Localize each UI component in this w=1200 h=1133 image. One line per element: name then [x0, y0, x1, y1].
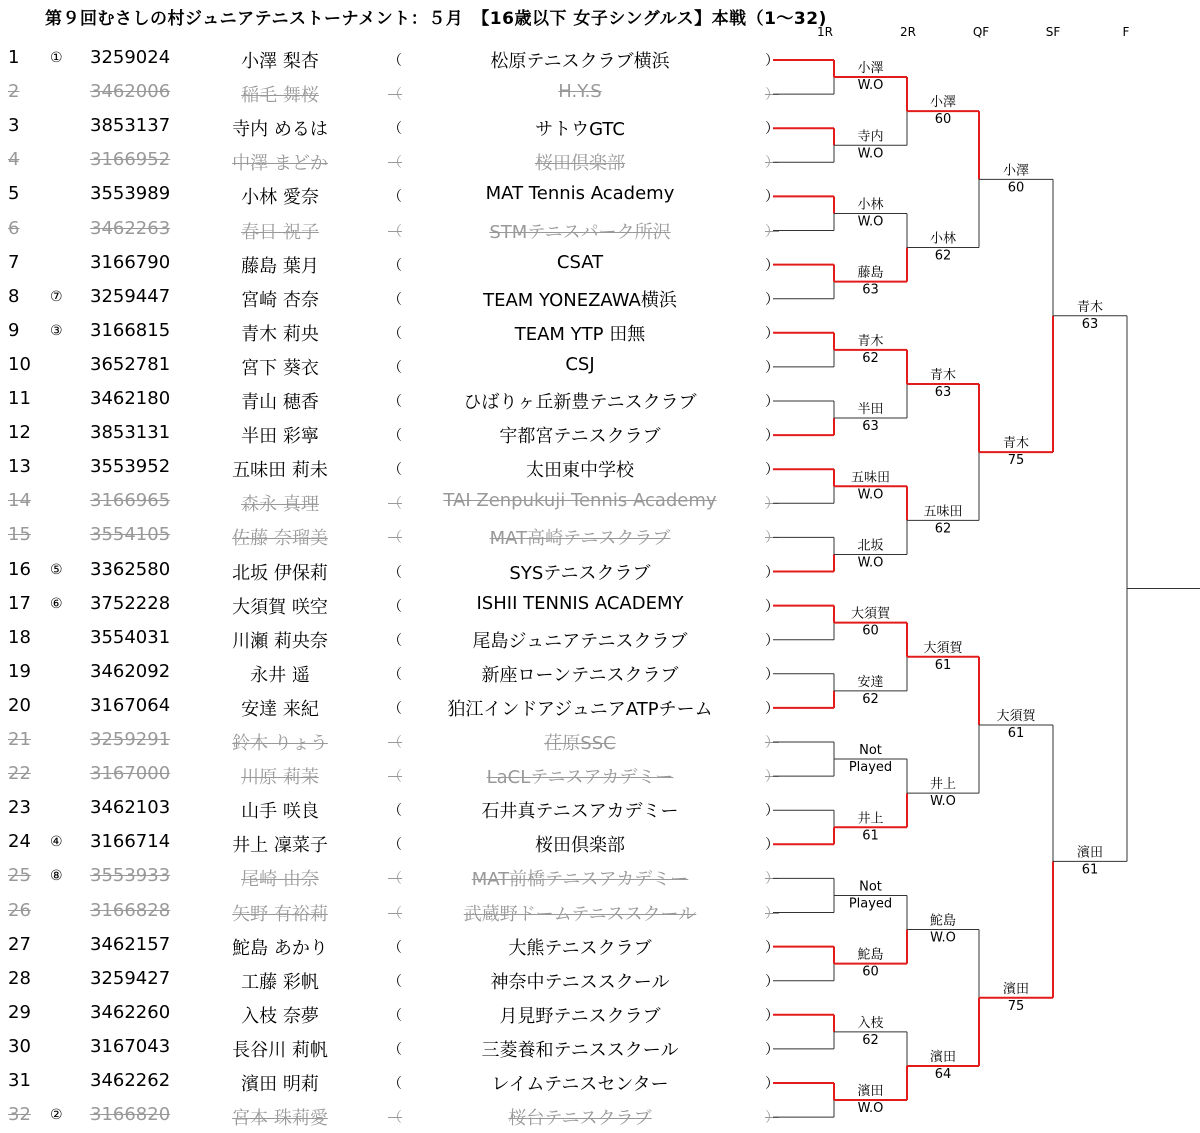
player-club: 荏原SSC: [544, 733, 616, 754]
match-score: 60: [1007, 180, 1025, 196]
player-club: 狛江インドアジュニアATPチーム: [447, 698, 713, 720]
player-club: TAI Zenpukuji Tennis Academy: [443, 490, 717, 512]
player-id: 3462006: [90, 81, 171, 103]
paren-close: ）: [765, 1110, 779, 1127]
paren-open: （: [388, 223, 402, 240]
player-id: 3652781: [90, 353, 171, 375]
paren-close: ）: [765, 803, 779, 820]
player-club: TEAM YTP 田無: [514, 323, 646, 345]
match-score: Played: [848, 760, 893, 776]
paren-close: ）: [765, 666, 779, 683]
player-club: レイムテニスセンター: [491, 1074, 669, 1095]
paren-open: （: [388, 871, 402, 888]
player-number: 17: [8, 592, 31, 614]
player-club: STMテニスパーク所沢: [489, 221, 671, 243]
player-name: 入枝 奈夢: [241, 1005, 319, 1027]
player-number: 31: [8, 1070, 31, 1091]
player-name: 小澤 梨杏: [241, 51, 319, 72]
match-winner: 大須賀: [996, 708, 1036, 724]
paren-open: （: [388, 973, 402, 990]
paren-close: ）: [765, 394, 779, 410]
paren-close: ）: [765, 564, 779, 581]
player-name: 川原 莉茉: [241, 767, 319, 789]
player-name: 青木 莉央: [241, 323, 319, 345]
player-club: サトウGTC: [535, 119, 625, 141]
page-title: 第９回むさしの村ジュニアテニストーナメント：５月 【16歳以下 女子シングルス】本戦（1〜32): [45, 9, 827, 29]
player-id: 3853131: [90, 422, 171, 444]
round-header-qf: QF: [972, 25, 990, 39]
match-winner: 鮀島: [857, 947, 884, 963]
player-club: MAT高崎テニスクラブ: [489, 528, 671, 550]
match-winner: 五味田: [923, 504, 963, 520]
match-score: 60: [862, 623, 879, 639]
match-winner: Not: [859, 743, 882, 759]
player-club: 大熊テニスクラブ: [508, 937, 652, 959]
player-id: 3462260: [90, 1001, 171, 1023]
match-winner: 青木: [1076, 299, 1104, 315]
player-number: 8: [8, 285, 20, 307]
player-id: 3166828: [90, 899, 171, 921]
player-club: MAT前橋テニスアカデミー: [471, 869, 689, 891]
paren-close: ）: [765, 428, 779, 445]
player-number: 15: [8, 524, 31, 546]
player-number: 16: [8, 558, 31, 580]
match-score: 75: [1007, 998, 1025, 1014]
match-winner: 寺内: [857, 129, 884, 145]
match-score: 75: [1007, 453, 1025, 469]
player-id: 3554031: [90, 626, 171, 648]
player-club: SYSテニスクラブ: [509, 562, 651, 584]
paren-close: ）: [765, 632, 779, 649]
player-club: 桜田倶楽部: [535, 153, 625, 175]
player-number: 19: [8, 660, 31, 682]
paren-close: ）: [765, 871, 779, 888]
paren-close: ）: [765, 189, 779, 206]
match-score: W.O: [857, 487, 884, 503]
player-number: 2: [8, 81, 20, 103]
paren-close: ）: [765, 769, 779, 786]
paren-open: （: [388, 939, 402, 956]
player-number: 30: [8, 1035, 31, 1057]
player-name: 中澤 まどか: [232, 153, 328, 175]
player-id: 3554105: [90, 524, 171, 546]
paren-close: ）: [765, 223, 779, 240]
player-number: 27: [8, 933, 31, 955]
paren-open: （: [388, 769, 402, 786]
player-id: 3752228: [90, 592, 171, 614]
player-club: H.Y.S: [558, 81, 602, 103]
paren-open: （: [388, 1041, 402, 1058]
player-number: 4: [8, 149, 20, 171]
paren-close: ）: [765, 121, 779, 138]
player-name: 青山 穂香: [241, 392, 319, 413]
player-name: 稲毛 舞桜: [241, 85, 319, 107]
match-winner: 小澤: [929, 95, 957, 111]
player-club: 石井真テニスアカデミー: [481, 801, 679, 823]
match-score: 60: [862, 964, 879, 980]
player-club: TEAM YONEZAWA横浜: [483, 289, 677, 311]
match-winner: 青木: [929, 367, 957, 383]
paren-open: （: [388, 257, 402, 274]
player-number: 12: [8, 422, 31, 444]
player-name: 半田 彩寧: [241, 426, 319, 448]
player-club: 宇都宮テニスクラブ: [499, 426, 661, 448]
player-name: 永井 遥: [250, 664, 310, 686]
player-club: 月見野テニスクラブ: [499, 1005, 661, 1027]
match-winner: 濱田: [1076, 845, 1104, 861]
player-name: 大須賀 咲空: [232, 596, 328, 618]
player-id: 3462157: [90, 933, 171, 955]
player-club: 武蔵野ドームテニススクール: [463, 903, 697, 925]
player-name: 小林 愛奈: [241, 187, 319, 209]
player-id: 3167064: [90, 694, 171, 716]
paren-close: ）: [765, 598, 779, 615]
round-header-sf: SF: [1045, 25, 1061, 39]
match-score: W.O: [857, 555, 884, 571]
match-score: W.O: [857, 1101, 884, 1117]
player-club: 神奈中テニススクール: [490, 971, 670, 993]
paren-close: ）: [765, 1007, 779, 1024]
match-score: 63: [862, 282, 879, 298]
player-name: 寺内 めるは: [232, 119, 328, 141]
player-id: 3166714: [90, 831, 171, 853]
player-number: 10: [8, 353, 31, 375]
match-score: 63: [1081, 316, 1099, 332]
paren-open: （: [388, 700, 402, 717]
match-winner: 小澤: [857, 61, 884, 77]
match-score: 62: [862, 1032, 879, 1048]
seed-mark: ④: [50, 834, 63, 851]
player-id: 3462103: [90, 797, 171, 819]
player-club: 桜台テニスクラブ: [508, 1108, 652, 1130]
match-winner: 小林: [929, 231, 957, 247]
player-number: 6: [8, 217, 20, 239]
match-winner: 大須賀: [850, 606, 891, 622]
player-name: 北坂 伊保莉: [232, 562, 328, 584]
player-id: 3462262: [90, 1070, 171, 1091]
paren-open: （: [388, 1076, 402, 1092]
player-id: 3259427: [90, 967, 171, 989]
paren-close: ）: [765, 837, 779, 854]
paren-close: ）: [765, 155, 779, 172]
player-club: 松原テニスクラブ横浜: [490, 51, 670, 72]
match-score: 62: [862, 350, 879, 366]
player-name: 宮下 葵衣: [241, 357, 319, 379]
player-number: 25: [8, 865, 31, 887]
paren-open: （: [388, 837, 402, 854]
match-score: W.O: [857, 214, 884, 230]
match-score: 63: [934, 384, 952, 400]
paren-open: （: [388, 291, 402, 308]
match-score: 61: [1007, 725, 1025, 741]
player-id: 3166965: [90, 490, 171, 512]
player-number: 28: [8, 967, 31, 989]
paren-open: （: [388, 530, 402, 547]
paren-open: （: [388, 325, 402, 342]
match-score: W.O: [930, 794, 956, 810]
paren-open: （: [388, 121, 402, 138]
match-winner: 大須賀: [923, 640, 963, 656]
seed-mark: ③: [50, 322, 63, 339]
match-winner: 入枝: [857, 1015, 884, 1031]
match-winner: 青木: [857, 333, 884, 349]
round-header-2r: 2R: [900, 25, 916, 39]
player-number: 26: [8, 899, 31, 921]
round-header-f: F: [1122, 25, 1130, 39]
player-number: 9: [8, 319, 20, 341]
player-number: 29: [8, 1001, 31, 1023]
paren-close: ）: [765, 291, 779, 308]
paren-close: ）: [765, 496, 779, 513]
player-club: 桜田倶楽部: [535, 835, 625, 857]
paren-open: （: [388, 359, 402, 376]
paren-open: （: [388, 189, 402, 206]
player-id: 3167000: [90, 763, 171, 785]
paren-close: ）: [765, 325, 779, 342]
paren-close: ）: [765, 1041, 779, 1058]
paren-close: ）: [765, 939, 779, 956]
player-id: 3259024: [90, 47, 171, 68]
match-winner: 井上: [929, 777, 957, 793]
seed-mark: ⑦: [50, 288, 63, 305]
player-club: 三菱養和テニススクール: [481, 1039, 679, 1061]
player-number: 22: [8, 763, 31, 785]
paren-open: （: [388, 735, 402, 751]
paren-close: ）: [765, 905, 779, 922]
paren-open: （: [388, 87, 402, 104]
seed-mark: ①: [50, 50, 63, 66]
match-score: 64: [934, 1066, 952, 1082]
player-name: 鈴木 りょう: [232, 733, 328, 754]
match-score: 60: [934, 112, 952, 128]
player-number: 7: [8, 251, 20, 273]
player-name: 春日 祝子: [241, 221, 319, 243]
match-score: 61: [1081, 862, 1099, 878]
paren-open: （: [388, 496, 402, 513]
player-name: 井上 凜菜子: [232, 835, 328, 857]
player-club: LaCLテニスアカデミー: [486, 767, 674, 789]
player-id: 3553952: [90, 456, 171, 478]
player-id: 3462180: [90, 388, 171, 409]
match-winner: 五味田: [850, 470, 891, 486]
paren-open: （: [388, 462, 402, 479]
player-number: 20: [8, 694, 31, 716]
player-name: 矢野 有裕莉: [232, 903, 328, 925]
player-club: 太田東中学校: [526, 460, 634, 482]
match-score: 61: [934, 657, 952, 673]
paren-open: （: [388, 1110, 402, 1127]
player-id: 3166815: [90, 319, 171, 341]
player-name: 山手 咲良: [241, 801, 319, 823]
player-name: 森永 真理: [241, 494, 319, 516]
paren-close: ）: [765, 530, 779, 547]
match-winner: 青木: [1002, 436, 1030, 452]
player-number: 32: [8, 1104, 31, 1126]
round-header-1r: 1R: [817, 25, 833, 39]
player-number: 21: [8, 729, 31, 750]
match-winner: 安達: [857, 674, 884, 690]
player-name: 尾崎 由奈: [241, 869, 319, 891]
player-id: 3259447: [90, 285, 171, 307]
player-name: 川瀬 莉央奈: [232, 630, 328, 652]
paren-close: ）: [765, 87, 779, 104]
match-winner: 半田: [857, 402, 884, 418]
player-id: 3166790: [90, 251, 171, 273]
player-id: 3362580: [90, 558, 171, 580]
match-winner: 小澤: [1002, 163, 1030, 179]
player-club: 尾島ジュニアテニスクラブ: [472, 630, 688, 652]
paren-open: （: [388, 53, 402, 69]
player-name: 宮崎 杏奈: [241, 289, 319, 311]
player-name: 濱田 明莉: [241, 1074, 319, 1095]
match-winner: 井上: [857, 811, 884, 827]
paren-open: （: [388, 905, 402, 922]
match-winner: 濱田: [929, 1049, 957, 1065]
player-club: ISHII TENNIS ACADEMY: [476, 592, 684, 614]
player-name: 長谷川 莉帆: [232, 1039, 328, 1061]
paren-close: ）: [765, 973, 779, 990]
player-club: CSAT: [556, 251, 604, 273]
player-id: 3462263: [90, 217, 171, 239]
paren-open: （: [388, 598, 402, 615]
player-club: 新座ローンテニスクラブ: [481, 664, 679, 686]
player-id: 3166952: [90, 149, 171, 171]
match-score: W.O: [857, 78, 884, 94]
paren-open: （: [388, 564, 402, 581]
player-id: 3462092: [90, 660, 171, 682]
player-id: 3259291: [90, 729, 171, 750]
seed-mark: ⑧: [50, 868, 63, 885]
paren-open: （: [388, 1007, 402, 1024]
player-number: 11: [8, 388, 31, 409]
player-number: 24: [8, 831, 31, 853]
player-id: 3166820: [90, 1104, 171, 1126]
match-winner: Not: [859, 879, 882, 895]
player-number: 18: [8, 626, 31, 648]
player-number: 13: [8, 456, 31, 478]
paren-open: （: [388, 155, 402, 172]
paren-close: ）: [765, 462, 779, 479]
paren-close: ）: [765, 359, 779, 376]
seed-mark: ⑤: [50, 561, 63, 578]
match-score: 62: [934, 248, 952, 264]
paren-close: ）: [765, 1076, 779, 1092]
player-number: 1: [8, 47, 20, 68]
player-name: 工藤 彩帆: [241, 971, 319, 993]
player-club: MAT Tennis Academy: [485, 183, 675, 205]
player-name: 佐藤 奈瑠美: [232, 528, 328, 550]
match-winner: 濱田: [1002, 981, 1030, 997]
paren-close: ）: [765, 700, 779, 717]
player-number: 14: [8, 490, 31, 512]
player-id: 3553989: [90, 183, 171, 205]
match-score: 63: [862, 419, 879, 435]
player-number: 5: [8, 183, 20, 205]
player-number: 23: [8, 797, 31, 819]
seed-mark: ②: [50, 1107, 63, 1124]
match-score: 62: [934, 521, 952, 537]
paren-open: （: [388, 428, 402, 445]
match-winner: 北坂: [857, 538, 884, 554]
seed-mark: ⑥: [50, 595, 63, 612]
match-winner: 濱田: [857, 1084, 884, 1100]
player-club: ひばりヶ丘新豊テニスクラブ: [463, 392, 697, 413]
match-winner: 藤島: [857, 265, 884, 281]
player-name: 鮀島 あかり: [232, 937, 328, 959]
match-score: Played: [848, 896, 893, 912]
paren-open: （: [388, 666, 402, 683]
match-score: W.O: [857, 146, 884, 162]
player-id: 3853137: [90, 115, 171, 137]
player-name: 五味田 莉未: [232, 460, 328, 482]
paren-open: （: [388, 394, 402, 410]
player-number: 3: [8, 115, 20, 137]
match-winner: 小林: [857, 197, 884, 213]
player-name: 安達 来紀: [241, 698, 319, 720]
paren-close: ）: [765, 257, 779, 274]
paren-close: ）: [765, 735, 779, 751]
match-score: 62: [862, 691, 879, 707]
paren-open: （: [388, 632, 402, 649]
player-club: CSJ: [565, 353, 595, 375]
paren-open: （: [388, 803, 402, 820]
match-score: W.O: [930, 930, 956, 946]
player-name: 宮本 珠莉愛: [232, 1108, 328, 1130]
player-name: 藤島 葉月: [241, 255, 319, 277]
match-score: 61: [862, 828, 879, 844]
match-winner: 鮀島: [929, 913, 957, 929]
player-id: 3167043: [90, 1035, 171, 1057]
paren-close: ）: [765, 53, 779, 69]
player-id: 3553933: [90, 865, 171, 887]
